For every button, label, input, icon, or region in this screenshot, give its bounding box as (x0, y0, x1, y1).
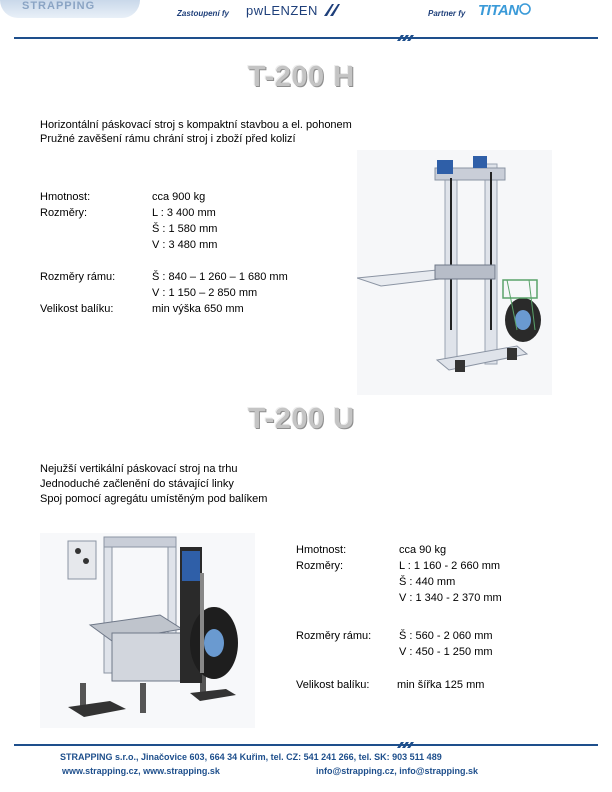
header-divider (14, 37, 598, 39)
section1-title: T-200 H (248, 61, 355, 93)
titan-logo (478, 2, 531, 19)
section2-description-line: Spoj pomocí agregátu umístěným pod balíkem (40, 493, 268, 505)
section2-package-label: Velikost balíku: (296, 679, 370, 691)
lenzen-swoosh-icon (322, 3, 342, 17)
section2-dims-l: L : 1 160 - 2 660 mm (399, 560, 501, 572)
t200h-machine-image (357, 150, 552, 395)
section2-description-line: Jednoduché začlenění do stávající linky (40, 478, 234, 490)
titan-globe-icon (519, 3, 531, 15)
partner-label: Partner fy (428, 9, 466, 18)
footer-websites[interactable]: www.strapping.cz, www.strapping.sk (62, 766, 220, 776)
company-logo-text: STRAPPING (22, 0, 96, 12)
lenzen-logo-text: pwLENZEN (246, 3, 318, 18)
section2-package-value: min šířka 125 mm (397, 679, 485, 691)
section1-description-line: Pružné zavěšení rámu chrání stroj i zboží před kolizí (40, 133, 296, 145)
footer-emails[interactable]: info@strapping.cz, info@strapping.sk (316, 766, 479, 776)
section2-description-line: Nejužší vertikální páskovací stroj na trhu (40, 463, 238, 475)
section1-dims-l: L : 3 400 mm (152, 207, 216, 219)
section1-frame-s: Š : 840 – 1 260 – 1 680 mm (152, 271, 288, 283)
footer-divider-mark-icon (397, 742, 415, 748)
section2-dims-v: V : 1 340 - 2 370 mm (399, 592, 502, 604)
footer-divider (14, 744, 598, 746)
section1-description-line: Horizontální páskovací stroj s kompaktní stavbou a el. pohonem (40, 119, 352, 131)
t200u-machine-image (40, 533, 255, 728)
section2-dims-label: Rozměry: (296, 560, 344, 572)
footer-address: STRAPPING s.r.o., Jinačovice 603, 664 34 Kuřim, tel. CZ: 541 241 266, tel. SK: 903 511 489 (60, 752, 442, 762)
section1-frame-v: V : 1 150 – 2 850 mm (152, 287, 258, 299)
section1-dims-s: Š : 1 580 mm (152, 223, 218, 235)
titan-logo-text: TITAN (478, 2, 519, 19)
section2-dims-s: Š : 440 mm (399, 576, 456, 588)
section2-frame-label: Rozměry rámu: (296, 630, 372, 642)
section2-frame-s: Š : 560 - 2 060 mm (399, 630, 493, 642)
section1-dims-label: Rozměry: (40, 207, 88, 219)
section1-dims-v: V : 3 480 mm (152, 239, 218, 251)
section1-frame-label: Rozměry rámu: (40, 271, 116, 283)
section2-weight-label: Hmotnost: (296, 544, 347, 556)
section2-title: T-200 U (248, 403, 355, 435)
section1-package-label: Velikost balíku: (40, 303, 114, 315)
section1-package-value: min výška 650 mm (152, 303, 244, 315)
section1-weight-value: cca 900 kg (152, 191, 206, 203)
lenzen-logo (246, 3, 342, 18)
section2-frame-v: V : 450 - 1 250 mm (399, 646, 493, 658)
representation-label: Zastoupení fy (177, 9, 230, 18)
header-divider-mark-icon (397, 35, 415, 41)
section2-weight-value: cca 90 kg (399, 544, 447, 556)
section1-weight-label: Hmotnost: (40, 191, 91, 203)
